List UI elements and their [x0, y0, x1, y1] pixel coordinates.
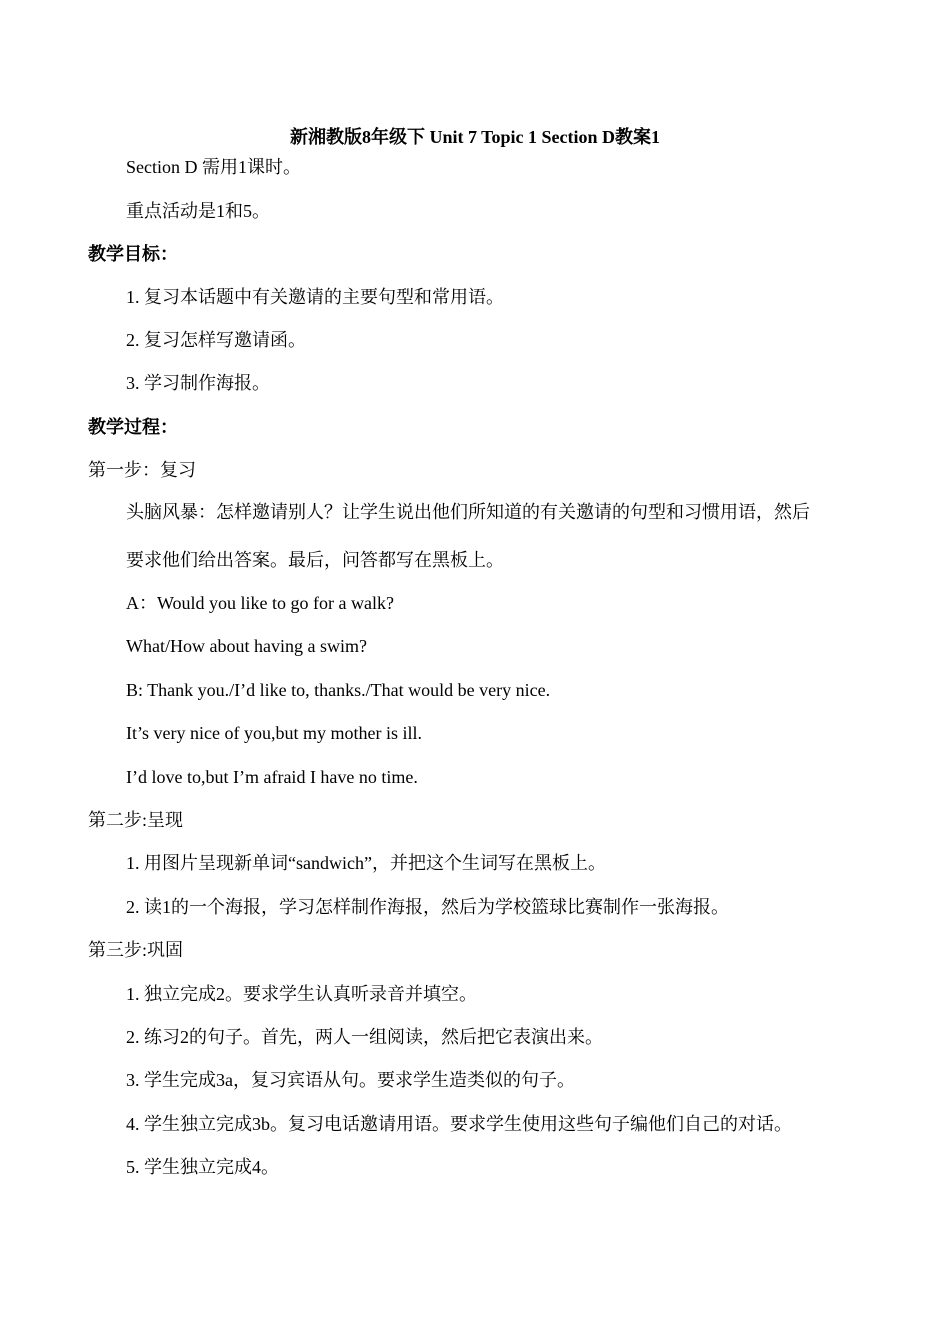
dialogue-line: It’s very nice of you,but my mother is ill. — [126, 723, 422, 743]
document-title: 新湘教版8年级下 Unit 7 Topic 1 Section D教案1 — [289, 127, 661, 147]
step2-heading: 第二步:呈现 — [88, 810, 184, 830]
step3-item: 3. 学生完成3a，复习宾语从句。要求学生造类似的句子。 — [126, 1070, 575, 1090]
intro-line: 重点活动是1和5。 — [126, 201, 270, 221]
goal-item: 2. 复习怎样写邀请函。 — [126, 330, 306, 350]
step1-paragraph-line: 头脑风暴：怎样邀请别人？让学生说出他们所知道的有关邀请的句型和习惯用语，然后 — [126, 502, 810, 522]
dialogue-line: I’d love to,but I’m afraid I have no time. — [126, 767, 418, 787]
dialogue-line: What/How about having a swim? — [126, 636, 367, 656]
step3-item: 4. 学生独立完成3b。复习电话邀请用语。要求学生使用这些句子编他们自己的对话。 — [126, 1114, 792, 1134]
step3-item: 1. 独立完成2。要求学生认真听录音并填空。 — [126, 984, 477, 1004]
process-heading: 教学过程： — [88, 417, 178, 437]
goal-item: 1. 复习本话题中有关邀请的主要句型和常用语。 — [126, 287, 504, 307]
step1-heading: 第一步：复习 — [88, 460, 196, 480]
intro-line: Section D 需用1课时。 — [126, 157, 301, 177]
step3-item: 5. 学生独立完成4。 — [126, 1157, 279, 1177]
goal-item: 3. 学习制作海报。 — [126, 373, 270, 393]
goals-heading: 教学目标： — [88, 244, 178, 264]
dialogue-line: B: Thank you./I’d like to, thanks./That would be very nice. — [126, 680, 551, 700]
step2-item: 1. 用图片呈现新单词“sandwich”，并把这个生词写在黑板上。 — [126, 853, 606, 873]
step3-heading: 第三步:巩固 — [88, 940, 184, 960]
step3-item: 2. 练习2的句子。首先，两人一组阅读，然后把它表演出来。 — [126, 1027, 603, 1047]
step1-paragraph-line: 要求他们给出答案。最后，问答都写在黑板上。 — [126, 550, 504, 570]
dialogue-line: A：Would you like to go for a walk? — [126, 593, 394, 613]
step2-item: 2. 读1的一个海报，学习怎样制作海报，然后为学校篮球比赛制作一张海报。 — [126, 897, 729, 917]
